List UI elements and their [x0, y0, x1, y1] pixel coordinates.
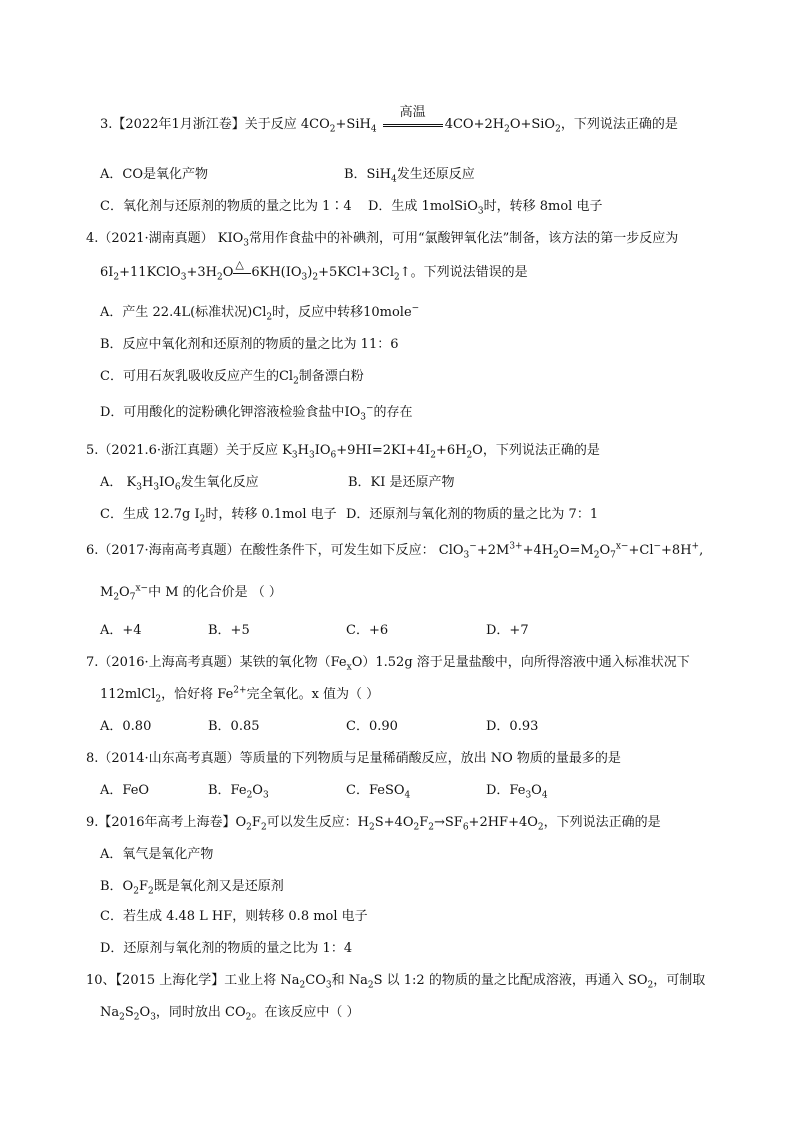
question-source: （2021·湖南真题） — [98, 231, 214, 246]
option-c[interactable]: C．+6 — [346, 623, 389, 638]
option-a[interactable]: A．FeO — [100, 783, 150, 798]
option-c[interactable]: C．生成 12.7g $I_2$时，转移 0.1mol 电子 — [100, 507, 337, 525]
option-c[interactable]: C．FeSO$_4$ — [346, 783, 411, 801]
option-d[interactable]: D．+7 — [486, 623, 529, 638]
question-6: 6.（2017·海南高考真题）在酸性条件下，可发生如下反应： $ClO_3^-+2M^{3+}+4H_2O=M_2O_7^{x-}+Cl^-+8H^+$, — [86, 541, 704, 561]
reaction-condition: 高温 — [383, 116, 443, 134]
question-3: 3.【2022年1月浙江卷】关于反应 $4CO_2+SiH_4$ 高温 $4CO+2H_2O+SiO_2$，下列说法正确的是 — [100, 105, 678, 135]
question-4: 4.（2021·湖南真题） $KIO_3$常用作食盐中的补碘剂，可用“氯酸钾氧化法”制备，该方法的第一步反应为 — [86, 231, 679, 249]
option-c[interactable]: C．若生成 4.48 L HF，则转移 0.8 mol 电子 — [100, 909, 368, 924]
question-4-equation: $6I_2+11KClO_3+3H_2O$ △ $6KH(IO_3)_2+5KCl+3Cl_2↑$。下列说法错误的是 — [100, 258, 528, 283]
question-5: 5.（2021.6·浙江真题）关于反应 $K_3H_3IO_6+9HI=2KI+4I_2+6H_2O$，下列说法正确的是 — [86, 443, 600, 461]
question-source: （2014·山东高考真题） — [98, 751, 240, 766]
question-9: 9.【2016年高考上海卷】$O_2F_2$可以发生反应：$H_2S+4O_2F_2\to SF_6+2HF+4O_2$，下列说法正确的是 — [86, 815, 661, 833]
option-a[interactable]: A．+4 — [100, 623, 142, 638]
option-d[interactable]: D．0.93 — [486, 719, 539, 734]
option-d[interactable]: D．还原剂与氧化剂的物质的量之比为 7：1 — [346, 507, 599, 522]
option-c[interactable]: C．0.90 — [346, 719, 398, 734]
option-a[interactable]: A．氧气是氧化产物 — [100, 847, 214, 862]
option-c[interactable]: C．可用石灰乳吸收反应产生的$Cl_2$制备漂白粉 — [100, 369, 364, 387]
option-a[interactable]: A．产生 22.4L(标准状况)$Cl_2$时，反应中转移10mole− — [100, 303, 420, 323]
question-source: 【2016年高考上海卷】 — [98, 815, 236, 830]
option-b[interactable]: B．KI 是还原产物 — [348, 475, 455, 490]
option-a[interactable]: A． $K_3H_3IO_6$发生氧化反应 — [100, 475, 259, 493]
option-b[interactable]: B．反应中氧化剂和还原剂的物质的量之比为 11：6 — [100, 337, 399, 352]
option-d[interactable]: D．还原剂与氧化剂的物质的量之比为 1：4 — [100, 941, 353, 956]
option-b[interactable]: B．0.85 — [208, 719, 260, 734]
question-10-line2: $Na_2S_2O_3$，同时放出 $CO_2$。在该反应中（ ） — [100, 1005, 360, 1023]
option-b[interactable]: B．$Fe_2O_3$ — [208, 783, 269, 801]
question-source: 【2015 上海化学】 — [115, 973, 225, 988]
question-6-line2: $M_2O_7^{x-}$中 M 的化合价是 （ ） — [100, 583, 282, 603]
question-source: 【2022年1月浙江卷】 — [112, 117, 245, 132]
option-b[interactable]: B．+5 — [208, 623, 250, 638]
option-d[interactable]: D．$Fe_3O_4$ — [486, 783, 548, 801]
option-b[interactable]: B．$O_2F_2$既是氧化剂又是还原剂 — [100, 879, 284, 897]
question-8: 8.（2014·山东高考真题）等质量的下列物质与足量稀硝酸反应，放出 NO 物质的量最多的是 — [86, 751, 621, 766]
question-source: （2021.6·浙江真题） — [98, 443, 227, 458]
option-d[interactable]: D．生成 1molSiO$_3$时，转移 8mol 电子 — [368, 199, 603, 217]
option-b[interactable]: B．SiH$_4$发生还原反应 — [344, 167, 475, 185]
question-source: （2016·上海高考真题） — [98, 655, 240, 670]
question-10: 10、【2015 上海化学】工业上将 $Na_2CO_3$和 $Na_2S$ 以 1:2 的物质的量之比配成溶液，再通入 $SO_2$，可制取 — [86, 973, 706, 991]
option-d[interactable]: D．可用酸化的淀粉碘化钾溶液检验食盐中$IO_3^-$的存在 — [100, 403, 413, 423]
question-7-line2: 112mlCl$_2$，恰好将 $Fe^{2+}$完全氧化。x 值为（ ） — [100, 685, 380, 705]
question-source: （2017·海南高考真题） — [98, 543, 240, 558]
option-a[interactable]: A．CO是氧化产物 — [100, 167, 208, 182]
option-c[interactable]: C．氧化剂与还原剂的物质的量之比为 1∶4 — [100, 199, 352, 214]
heat-icon: △ — [233, 264, 251, 282]
option-a[interactable]: A．0.80 — [100, 719, 152, 734]
question-7: 7.（2016·上海高考真题）某铁的氧化物$(Fe_xO)1.52g$ 溶于足量盐酸中，向所得溶液中通入标准状况下 — [86, 655, 690, 673]
